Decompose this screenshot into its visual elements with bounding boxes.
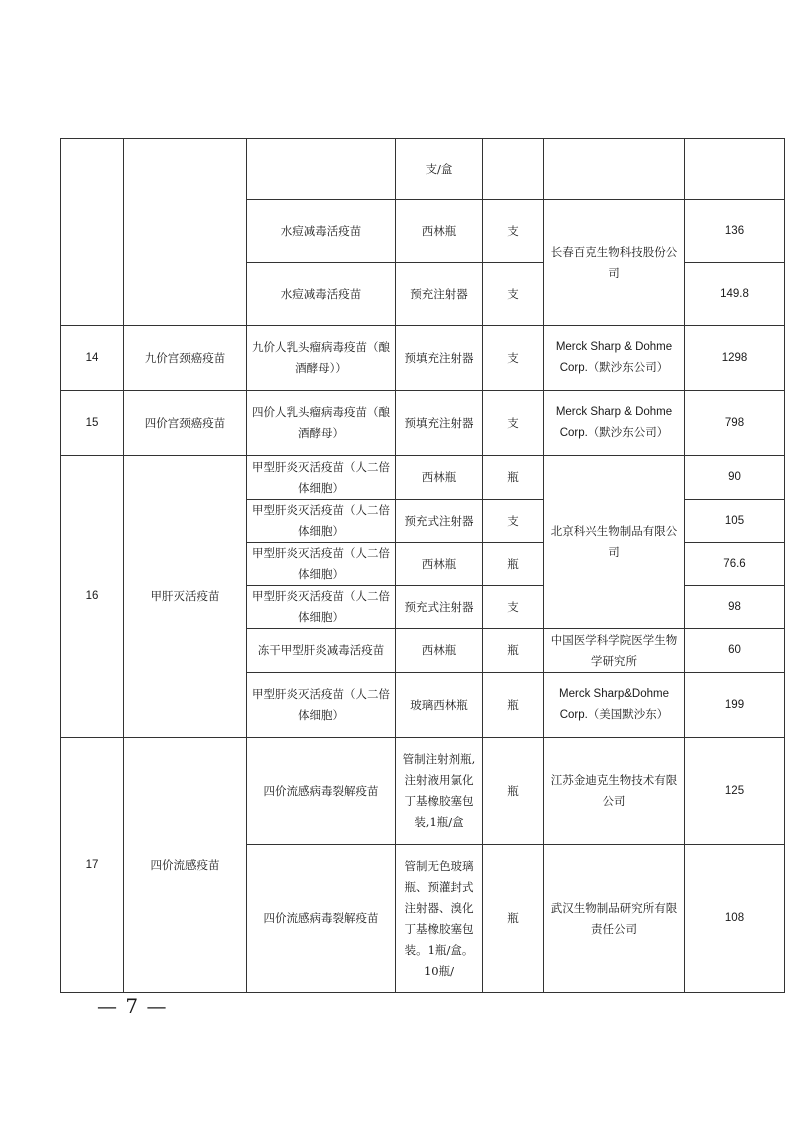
vaccine-price-table <box>60 138 785 993</box>
price-cell: 76.6 <box>685 543 785 586</box>
name-cell: 四价流感病毒裂解疫苗 <box>247 845 396 993</box>
price-cell: 798 <box>685 391 785 456</box>
spec-cell: 西林瓶 <box>396 629 483 673</box>
spec-cell: 支/盒 <box>396 139 483 200</box>
spec-cell: 西林瓶 <box>396 543 483 586</box>
price-cell <box>685 139 785 200</box>
company-cell: Merck Sharp&Dohme Corp.（美国默沙东） <box>544 673 685 738</box>
unit-cell: 瓶 <box>483 629 544 673</box>
spec-cell: 管制无色玻璃瓶、预灌封式注射器、溴化丁基橡胶塞包装。1瓶/盒。10瓶/ <box>396 845 483 993</box>
price-cell: 90 <box>685 456 785 500</box>
unit-cell: 支 <box>483 200 544 263</box>
category-cell <box>124 139 247 326</box>
unit-cell <box>483 139 544 200</box>
unit-cell: 支 <box>483 326 544 391</box>
spec-cell: 玻璃西林瓶 <box>396 673 483 738</box>
name-cell: 甲型肝炎灭活疫苗（人二倍体细胞） <box>247 673 396 738</box>
spec-cell: 预充式注射器 <box>396 586 483 629</box>
price-cell: 98 <box>685 586 785 629</box>
table-row <box>61 738 785 845</box>
category-cell: 九价宫颈癌疫苗 <box>124 326 247 391</box>
spec-cell: 西林瓶 <box>396 200 483 263</box>
company-cell: 北京科兴生物制品有限公司 <box>544 456 685 629</box>
unit-cell: 支 <box>483 586 544 629</box>
no-cell <box>61 139 124 326</box>
name-cell: 冻干甲型肝炎减毒活疫苗 <box>247 629 396 673</box>
spec-cell: 预充注射器 <box>396 263 483 326</box>
company-cell <box>544 139 685 200</box>
spec-cell: 预填充注射器 <box>396 391 483 456</box>
no-cell: 17 <box>61 738 124 993</box>
table-row <box>61 391 785 456</box>
spec-cell: 预充式注射器 <box>396 500 483 543</box>
price-cell: 108 <box>685 845 785 993</box>
unit-cell: 支 <box>483 391 544 456</box>
company-cell: 江苏金迪克生物技术有限公司 <box>544 738 685 845</box>
unit-cell: 瓶 <box>483 543 544 586</box>
company-cell: 长春百克生物科技股份公司 <box>544 200 685 326</box>
company-cell: Merck Sharp & Dohme Corp.（默沙东公司） <box>544 326 685 391</box>
unit-cell: 瓶 <box>483 673 544 738</box>
unit-cell: 瓶 <box>483 456 544 500</box>
company-cell: 武汉生物制品研究所有限责任公司 <box>544 845 685 993</box>
category-cell: 四价宫颈癌疫苗 <box>124 391 247 456</box>
page-number: — 7 — <box>97 994 168 1018</box>
price-cell: 149.8 <box>685 263 785 326</box>
no-cell: 14 <box>61 326 124 391</box>
name-cell: 四价人乳头瘤病毒疫苗（酿酒酵母） <box>247 391 396 456</box>
spec-cell: 预填充注射器 <box>396 326 483 391</box>
no-cell: 15 <box>61 391 124 456</box>
name-cell: 四价流感病毒裂解疫苗 <box>247 738 396 845</box>
no-cell: 16 <box>61 456 124 738</box>
name-cell: 甲型肝炎灭活疫苗（人二倍体细胞） <box>247 456 396 500</box>
name-cell: 水痘减毒活疫苗 <box>247 263 396 326</box>
unit-cell: 支 <box>483 263 544 326</box>
price-cell: 105 <box>685 500 785 543</box>
price-cell: 1298 <box>685 326 785 391</box>
unit-cell: 瓶 <box>483 845 544 993</box>
name-cell <box>247 139 396 200</box>
category-cell: 四价流感疫苗 <box>124 738 247 993</box>
company-cell: 中国医学科学院医学生物学研究所 <box>544 629 685 673</box>
price-cell: 199 <box>685 673 785 738</box>
spec-cell: 西林瓶 <box>396 456 483 500</box>
price-cell: 125 <box>685 738 785 845</box>
unit-cell: 支 <box>483 500 544 543</box>
name-cell: 甲型肝炎灭活疫苗（人二倍体细胞） <box>247 500 396 543</box>
name-cell: 甲型肝炎灭活疫苗（人二倍体细胞） <box>247 586 396 629</box>
table-row <box>61 326 785 391</box>
unit-cell: 瓶 <box>483 738 544 845</box>
name-cell: 甲型肝炎灭活疫苗（人二倍体细胞） <box>247 543 396 586</box>
price-cell: 60 <box>685 629 785 673</box>
name-cell: 水痘减毒活疫苗 <box>247 200 396 263</box>
spec-cell: 管制注射剂瓶,注射液用氯化丁基橡胶塞包装,1瓶/盒 <box>396 738 483 845</box>
category-cell: 甲肝灭活疫苗 <box>124 456 247 738</box>
table-row <box>61 456 785 500</box>
company-cell: Merck Sharp & Dohme Corp.（默沙东公司） <box>544 391 685 456</box>
table-row <box>61 139 785 200</box>
price-cell: 136 <box>685 200 785 263</box>
name-cell: 九价人乳头瘤病毒疫苗（酿酒酵母）） <box>247 326 396 391</box>
